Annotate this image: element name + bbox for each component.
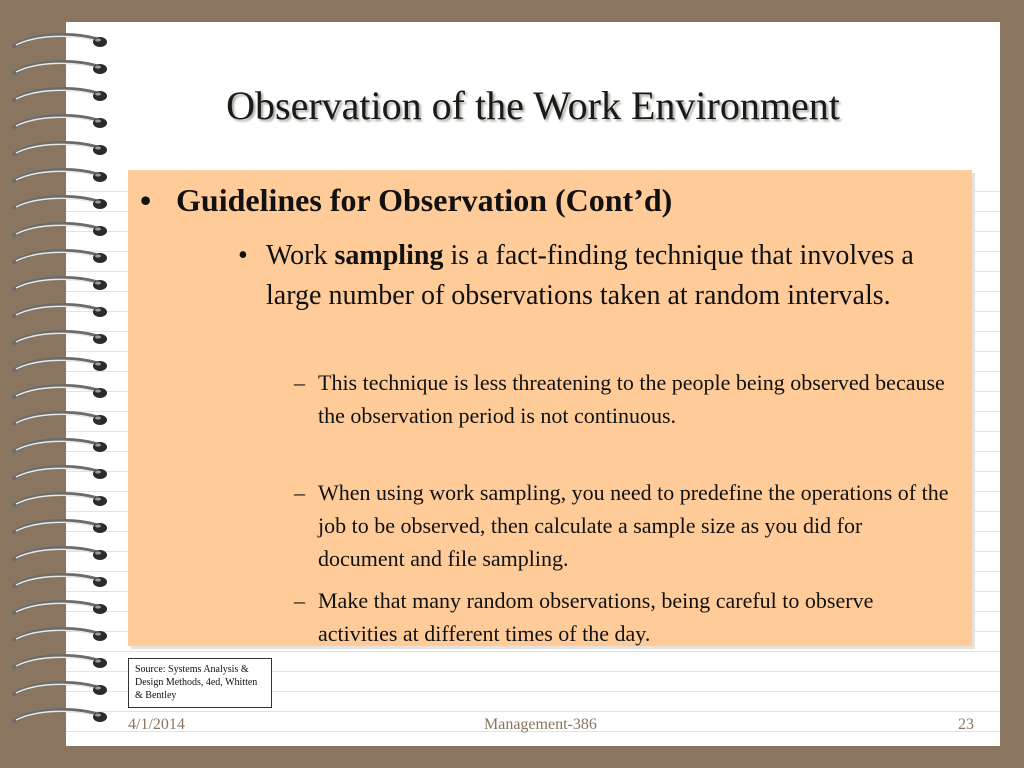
bold-term: sampling [334,240,444,271]
sub-bullet-3 [294,584,950,650]
spiral-binding [10,22,110,746]
slide-title: Observation of the Work Environment [226,83,840,128]
spiral-ring-icon [10,57,108,79]
spiral-ring-icon [10,678,108,700]
spiral-ring-icon [10,570,108,592]
dash-icon: – [294,480,305,505]
text-run: Work [266,240,335,271]
bullet-level-2-text [238,236,938,316]
spiral-ring-icon [10,192,108,214]
spiral-ring-icon [10,651,108,673]
spiral-ring-icon [10,435,108,457]
footer-page-number: 23 [958,716,974,733]
spiral-ring-icon [10,489,108,511]
footer-date: 4/1/2014 [128,716,185,733]
bullet-icon: • [238,240,248,271]
sub-bullet-1 [294,366,950,432]
sub-bullet-text: When using work sampling, you need to predefine the operations of the job to be observed, then calculate a sample size as you did for document and file sampling. [318,480,949,571]
sub-bullet-text: This technique is less threatening to the people being observed because the observation period is not continuous. [318,370,945,428]
bullet-level-1 [140,182,672,219]
spiral-ring-icon [10,327,108,349]
bullet-level-1-text: Guidelines for Observation (Cont’d) [176,182,673,218]
spiral-ring-icon [10,165,108,187]
spiral-ring-icon [10,516,108,538]
spiral-ring-icon [10,273,108,295]
bullet-icon: • [140,182,152,218]
bullet-level-2 [238,236,938,316]
spiral-ring-icon [10,597,108,619]
spiral-ring-icon [10,300,108,322]
text-run: is a fact-finding technique that involves a large number of observations taken at random intervals. [266,240,914,311]
spiral-ring-icon [10,543,108,565]
content-box [128,170,972,646]
source-note: Source: Systems Analysis & Design Methods, 4ed, Whitten & Bentley [128,658,272,708]
sub-bullet-2 [294,476,950,575]
spiral-ring-icon [10,219,108,241]
footer-course: Management-386 [484,716,597,733]
dash-icon: – [294,588,305,613]
spiral-ring-icon [10,354,108,376]
spiral-ring-icon [10,138,108,160]
spiral-ring-icon [10,408,108,430]
spiral-ring-icon [10,246,108,268]
spiral-ring-icon [10,381,108,403]
spiral-ring-icon [10,624,108,646]
dash-icon: – [294,370,305,395]
spiral-ring-icon [10,705,108,727]
spiral-ring-icon [10,30,108,52]
spiral-ring-icon [10,462,108,484]
sub-bullet-text: Make that many random observations, being careful to observe activities at different times of the day. [318,588,874,646]
